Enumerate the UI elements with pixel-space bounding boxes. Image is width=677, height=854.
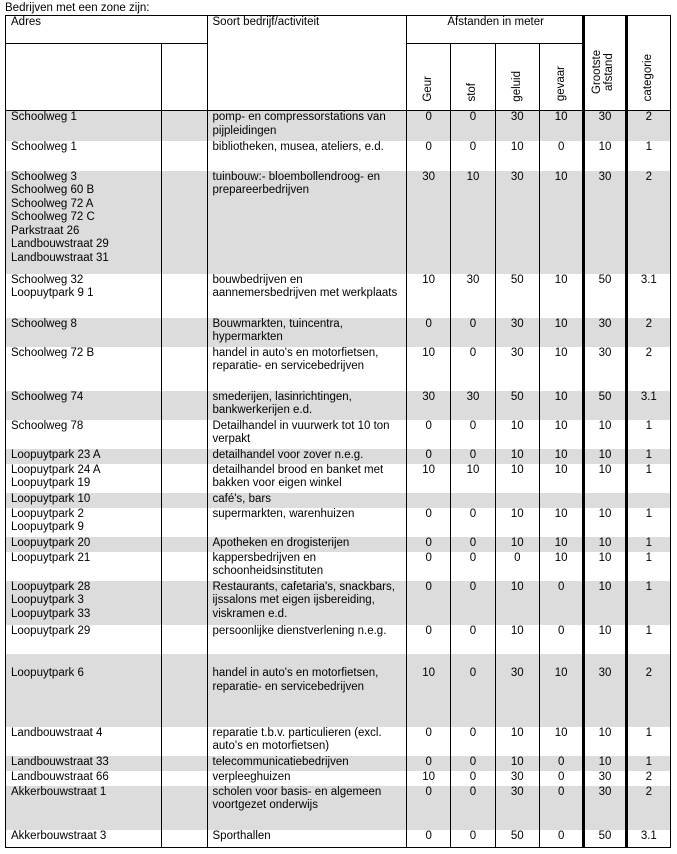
grootste-afstand-cell: 10: [584, 449, 626, 464]
gevaar-cell: 10: [539, 654, 583, 727]
geur-cell: 0: [406, 420, 450, 449]
adres-extra-cell: [162, 537, 207, 552]
geur-cell: [406, 493, 450, 508]
categorie-cell: 1: [626, 537, 670, 552]
geur-cell: 0: [406, 727, 450, 756]
stof-cell: 0: [451, 756, 495, 771]
adres-extra-cell: [162, 420, 207, 449]
header-geluid-cell: [495, 44, 539, 111]
stof-cell: 0: [451, 786, 495, 830]
stof-cell: 0: [451, 347, 495, 391]
gevaar-cell: 0: [539, 625, 583, 654]
categorie-cell: 2: [626, 171, 670, 274]
header-stof-cell: [451, 44, 495, 111]
gevaar-cell: 10: [539, 537, 583, 552]
adres-extra-cell: [162, 625, 207, 654]
geluid-cell: 10: [495, 756, 539, 771]
adres-cell: Schoolweg 3 Schoolweg 60 B Schoolweg 72 A Schoolweg 72 C Parkstraat 26 Landbouwstraat 29 Landbouwstraat 31: [6, 171, 162, 274]
grootste-afstand-cell: 30: [584, 654, 626, 727]
categorie-cell: 2: [626, 786, 670, 830]
geur-cell: 0: [406, 537, 450, 552]
gevaar-cell: 0: [539, 786, 583, 830]
stof-cell: 0: [451, 141, 495, 171]
adres-cell: Akkerbouwstraat 1: [6, 786, 162, 830]
gevaar-cell: 0: [539, 830, 583, 848]
soort-cell: Sporthallen: [207, 830, 406, 848]
geur-cell: 10: [406, 274, 450, 318]
gevaar-cell: 10: [539, 552, 583, 581]
geluid-cell: 10: [495, 625, 539, 654]
gevaar-cell: 10: [539, 171, 583, 274]
categorie-cell: 1: [626, 420, 670, 449]
grootste-afstand-cell: 10: [584, 727, 626, 756]
geluid-cell: 50: [495, 274, 539, 318]
adres-cell: Loopuytpark 10: [6, 493, 162, 508]
gevaar-cell: 10: [539, 449, 583, 464]
geluid-cell: 30: [495, 771, 539, 786]
gevaar-cell: 10: [539, 274, 583, 318]
grootste-afstand-cell: 30: [584, 111, 626, 141]
adres-extra-cell: [162, 493, 207, 508]
geluid-cell: 50: [495, 830, 539, 848]
stof-cell: 0: [451, 537, 495, 552]
soort-cell: detailhandel brood en banket met bakken voor eigen winkel: [207, 464, 406, 493]
adres-extra-cell: [162, 830, 207, 848]
adres-extra-cell: [162, 347, 207, 391]
geluid-cell: 30: [495, 111, 539, 141]
stof-cell: 10: [451, 464, 495, 493]
geluid-cell: 10: [495, 537, 539, 552]
categorie-cell: 2: [626, 318, 670, 347]
header-geur: Geur: [422, 75, 435, 102]
geluid-cell: 0: [495, 552, 539, 581]
geur-cell: 0: [406, 141, 450, 171]
header-geluid: geluid: [510, 70, 523, 102]
stof-cell: 0: [451, 508, 495, 537]
table-row: [6, 171, 671, 274]
geluid-cell: 30: [495, 318, 539, 347]
geur-cell: 0: [406, 625, 450, 654]
stof-cell: 30: [451, 391, 495, 420]
table-row: [6, 347, 671, 391]
gevaar-cell: 10: [539, 391, 583, 420]
adres-extra-cell: [162, 786, 207, 830]
categorie-cell: 2: [626, 654, 670, 727]
soort-cell: telecommunicatiebedrijven: [207, 756, 406, 771]
geur-cell: 0: [406, 318, 450, 347]
stof-cell: 0: [451, 625, 495, 654]
grootste-afstand-cell: 30: [584, 171, 626, 274]
categorie-cell: 2: [626, 771, 670, 786]
grootste-afstand-cell: [584, 493, 626, 508]
geluid-cell: 30: [495, 654, 539, 727]
stof-cell: 0: [451, 420, 495, 449]
header-adres-blank-2: [162, 44, 207, 111]
adres-extra-cell: [162, 111, 207, 141]
grootste-afstand-cell: 10: [584, 508, 626, 537]
table-caption: Bedrijven met een zone zijn:: [5, 2, 150, 14]
stof-cell: 0: [451, 552, 495, 581]
header-adres: Adres: [6, 16, 208, 44]
grootste-afstand-cell: 10: [584, 464, 626, 493]
stof-cell: 0: [451, 581, 495, 625]
adres-cell: Loopuytpark 2 Loopuytpark 9: [6, 508, 162, 537]
soort-cell: tuinbouw:- bloembollendroog- en prepareerbedrijven: [207, 171, 406, 274]
grootste-afstand-cell: 50: [584, 830, 626, 848]
geluid-cell: 10: [495, 141, 539, 171]
soort-cell: verpleeghuizen: [207, 771, 406, 786]
categorie-cell: 1: [626, 625, 670, 654]
adres-cell: Landbouwstraat 66: [6, 771, 162, 786]
adres-extra-cell: [162, 508, 207, 537]
categorie-cell: 1: [626, 464, 670, 493]
grootste-afstand-cell: 50: [584, 391, 626, 420]
adres-extra-cell: [162, 171, 207, 274]
geluid-cell: 10: [495, 727, 539, 756]
categorie-cell: 3.1: [626, 830, 670, 848]
categorie-cell: 3.1: [626, 274, 670, 318]
table-row: [6, 756, 671, 771]
stof-cell: 0: [451, 111, 495, 141]
adres-cell: Schoolweg 1: [6, 111, 162, 141]
grootste-afstand-cell: 10: [584, 420, 626, 449]
soort-cell: pomp- en compressorstations van pijpleidingen: [207, 111, 406, 141]
grootste-afstand-cell: 10: [584, 625, 626, 654]
geur-cell: 10: [406, 464, 450, 493]
stof-cell: 0: [451, 727, 495, 756]
geur-cell: 0: [406, 508, 450, 537]
adres-extra-cell: [162, 552, 207, 581]
adres-cell: Loopuytpark 21: [6, 552, 162, 581]
categorie-cell: 1: [626, 141, 670, 171]
categorie-cell: [626, 493, 670, 508]
table-row: [6, 830, 671, 848]
gevaar-cell: 10: [539, 420, 583, 449]
table-row: [6, 625, 671, 654]
stof-cell: [451, 493, 495, 508]
gevaar-cell: 10: [539, 111, 583, 141]
header-gevaar: gevaar: [554, 66, 567, 102]
adres-cell: Loopuytpark 28 Loopuytpark 3 Loopuytpark 33: [6, 581, 162, 625]
geur-cell: 30: [406, 391, 450, 420]
adres-cell: Schoolweg 1: [6, 141, 162, 171]
grootste-afstand-cell: 10: [584, 581, 626, 625]
table-row: [6, 274, 671, 318]
soort-cell: reparatie t.b.v. particulieren (excl. auto's en motorfietsen): [207, 727, 406, 756]
soort-cell: Bouwmarkten, tuincentra, hypermarkten: [207, 318, 406, 347]
soort-cell: scholen voor basis- en algemeen voortgezet onderwijs: [207, 786, 406, 830]
categorie-cell: 1: [626, 727, 670, 756]
soort-cell: persoonlijke dienstverlening n.e.g.: [207, 625, 406, 654]
soort-cell: café's, bars: [207, 493, 406, 508]
table-row: [6, 537, 671, 552]
table-row: [6, 391, 671, 420]
geluid-cell: 30: [495, 171, 539, 274]
adres-cell: Landbouwstraat 33: [6, 756, 162, 771]
grootste-afstand-cell: 10: [584, 537, 626, 552]
table-row: [6, 449, 671, 464]
bedrijven-table: [5, 15, 671, 848]
adres-extra-cell: [162, 318, 207, 347]
adres-extra-cell: [162, 771, 207, 786]
geur-cell: 10: [406, 654, 450, 727]
geur-cell: 0: [406, 449, 450, 464]
grootste-afstand-cell: 30: [584, 347, 626, 391]
grootste-afstand-cell: 30: [584, 318, 626, 347]
stof-cell: 0: [451, 771, 495, 786]
table-body: [6, 111, 671, 848]
stof-cell: 0: [451, 318, 495, 347]
adres-cell: Schoolweg 32 Loopuytpark 9 1: [6, 274, 162, 318]
adres-cell: Landbouwstraat 4: [6, 727, 162, 756]
adres-cell: Akkerbouwstraat 3: [6, 830, 162, 848]
grootste-afstand-cell: 30: [584, 771, 626, 786]
header-stof: stof: [466, 82, 479, 102]
table-row: [6, 318, 671, 347]
stof-cell: 10: [451, 171, 495, 274]
header-afstanden: Afstanden in meter: [406, 16, 583, 44]
soort-cell: supermarkten, warenhuizen: [207, 508, 406, 537]
soort-cell: detailhandel voor zover n.e.g.: [207, 449, 406, 464]
geur-cell: 10: [406, 771, 450, 786]
header-categorie: categorie: [642, 54, 655, 102]
header-adres-blank-1: [6, 44, 162, 111]
geur-cell: 10: [406, 347, 450, 391]
adres-cell: Loopuytpark 24 A Loopuytpark 19: [6, 464, 162, 493]
header-grootste-cell: [584, 16, 626, 111]
gevaar-cell: 10: [539, 318, 583, 347]
categorie-cell: 3.1: [626, 391, 670, 420]
geluid-cell: 30: [495, 786, 539, 830]
adres-extra-cell: [162, 756, 207, 771]
table-row: [6, 508, 671, 537]
categorie-cell: 2: [626, 347, 670, 391]
adres-extra-cell: [162, 464, 207, 493]
adres-cell: Schoolweg 72 B: [6, 347, 162, 391]
adres-cell: Schoolweg 78: [6, 420, 162, 449]
adres-cell: Loopuytpark 23 A: [6, 449, 162, 464]
geluid-cell: 10: [495, 508, 539, 537]
geur-cell: 30: [406, 171, 450, 274]
grootste-afstand-cell: 10: [584, 552, 626, 581]
geluid-cell: 50: [495, 391, 539, 420]
adres-extra-cell: [162, 449, 207, 464]
gevaar-cell: 0: [539, 581, 583, 625]
categorie-cell: 1: [626, 449, 670, 464]
stof-cell: 0: [451, 449, 495, 464]
table-row: [6, 654, 671, 727]
table-row: [6, 493, 671, 508]
geur-cell: 0: [406, 756, 450, 771]
stof-cell: 0: [451, 830, 495, 848]
geluid-cell: 10: [495, 420, 539, 449]
soort-cell: bouwbedrijven en aannemersbedrijven met werkplaats: [207, 274, 406, 318]
gevaar-cell: 10: [539, 727, 583, 756]
geluid-cell: 30: [495, 347, 539, 391]
table-row: [6, 786, 671, 830]
table-row: [6, 771, 671, 786]
header-grootste: Grootste afstand: [590, 50, 615, 95]
adres-extra-cell: [162, 727, 207, 756]
table-row: [6, 111, 671, 141]
adres-cell: Loopuytpark 20: [6, 537, 162, 552]
stof-cell: 0: [451, 654, 495, 727]
table-row: [6, 420, 671, 449]
soort-cell: kappersbedrijven en schoonheidsinstituten: [207, 552, 406, 581]
soort-cell: Restaurants, cafetaria's, snackbars, ijssalons met eigen ijsbereiding, viskramen e.d.: [207, 581, 406, 625]
grootste-afstand-cell: 10: [584, 141, 626, 171]
table-row: [6, 464, 671, 493]
geluid-cell: [495, 493, 539, 508]
table-row: [6, 581, 671, 625]
stof-cell: 30: [451, 274, 495, 318]
geluid-cell: 10: [495, 449, 539, 464]
geur-cell: 0: [406, 552, 450, 581]
grootste-afstand-cell: 10: [584, 756, 626, 771]
grootste-afstand-cell: 30: [584, 786, 626, 830]
adres-cell: Schoolweg 8: [6, 318, 162, 347]
categorie-cell: 1: [626, 552, 670, 581]
soort-cell: bibliotheken, musea, ateliers, e.d.: [207, 141, 406, 171]
header-geur-cell: [406, 44, 450, 111]
adres-extra-cell: [162, 391, 207, 420]
gevaar-cell: 10: [539, 347, 583, 391]
header-gevaar-cell: [539, 44, 583, 111]
header-soort: Soort bedrijf/activiteit: [207, 16, 406, 111]
gevaar-cell: 0: [539, 141, 583, 171]
adres-extra-cell: [162, 274, 207, 318]
adres-extra-cell: [162, 581, 207, 625]
gevaar-cell: 0: [539, 756, 583, 771]
gevaar-cell: [539, 493, 583, 508]
soort-cell: handel in auto's en motorfietsen, reparatie- en servicebedrijven: [207, 347, 406, 391]
table-row: [6, 552, 671, 581]
categorie-cell: 1: [626, 756, 670, 771]
adres-extra-cell: [162, 654, 207, 727]
adres-cell: Loopuytpark 29: [6, 625, 162, 654]
categorie-cell: 1: [626, 581, 670, 625]
soort-cell: handel in auto's en motorfietsen, reparatie- en servicebedrijven: [207, 654, 406, 727]
gevaar-cell: 10: [539, 464, 583, 493]
table-row: [6, 727, 671, 756]
header-categorie-cell: [626, 16, 670, 111]
soort-cell: Detailhandel in vuurwerk tot 10 ton verpakt: [207, 420, 406, 449]
categorie-cell: 1: [626, 508, 670, 537]
soort-cell: smederijen, lasinrichtingen, bankwerkerijen e.d.: [207, 391, 406, 420]
geluid-cell: 10: [495, 581, 539, 625]
geur-cell: 0: [406, 581, 450, 625]
geur-cell: 0: [406, 830, 450, 848]
geur-cell: 0: [406, 786, 450, 830]
categorie-cell: 2: [626, 111, 670, 141]
adres-cell: Schoolweg 74: [6, 391, 162, 420]
soort-cell: Apotheken en drogisterijen: [207, 537, 406, 552]
geluid-cell: 10: [495, 464, 539, 493]
table-row: [6, 141, 671, 171]
gevaar-cell: 10: [539, 508, 583, 537]
geur-cell: 0: [406, 111, 450, 141]
grootste-afstand-cell: 50: [584, 274, 626, 318]
adres-cell: Loopuytpark 6: [6, 654, 162, 727]
gevaar-cell: 0: [539, 771, 583, 786]
adres-extra-cell: [162, 141, 207, 171]
